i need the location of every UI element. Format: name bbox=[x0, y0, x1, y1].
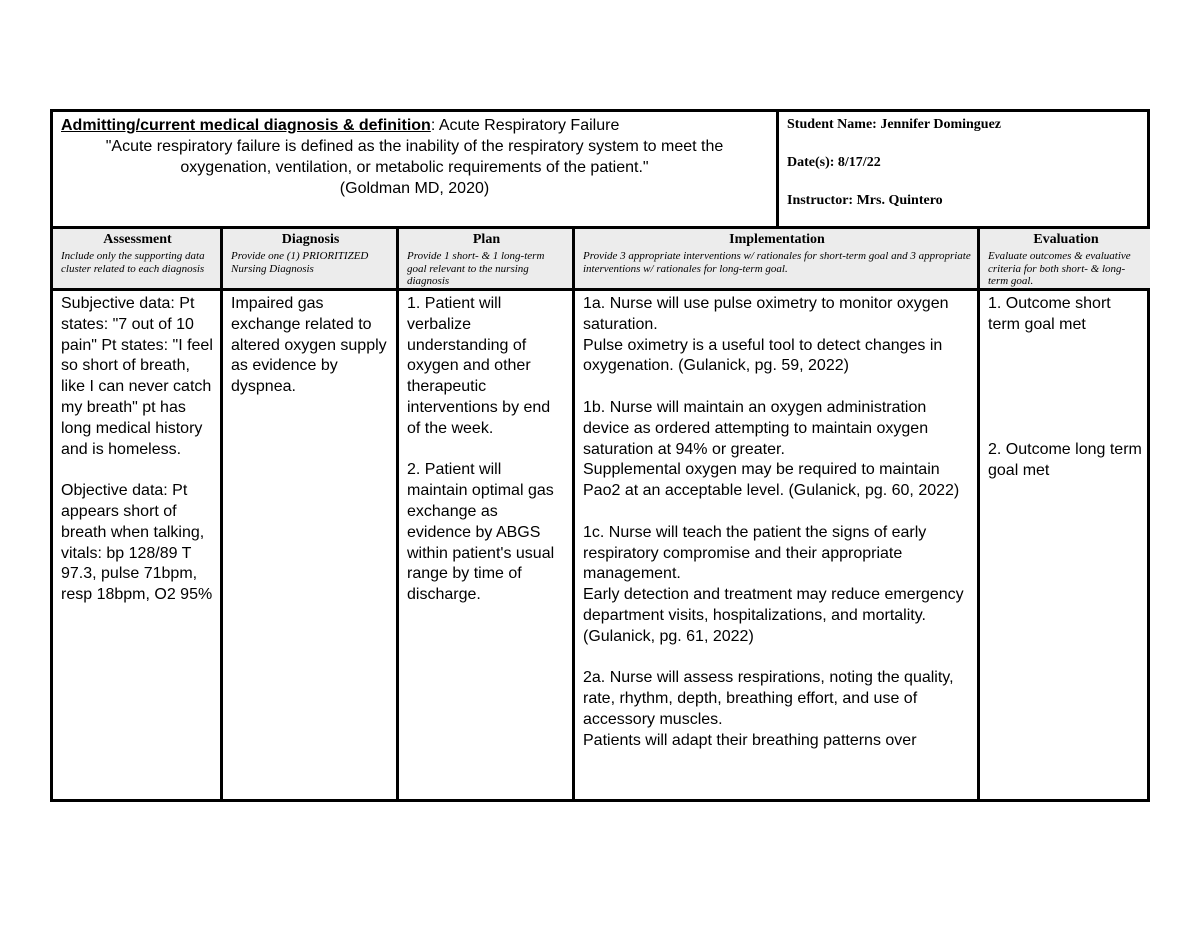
nursing-diagnosis: Impaired gas exchange related to altered oxygen supply as evidence by dyspnea. bbox=[231, 295, 387, 396]
rationale-2a: Patients will adapt their breathing patterns over bbox=[583, 731, 917, 749]
care-plan-table bbox=[50, 229, 1150, 802]
date-field: Date(s): 8/17/22 bbox=[787, 155, 881, 170]
definition-line-2: oxygenation, ventilation, or metabolic requirements of the patient." bbox=[180, 159, 649, 176]
implementation-title: Implementation bbox=[729, 232, 825, 247]
student-name: Student Name: Jennifer Dominguez bbox=[787, 117, 1002, 132]
assessment-title: Assessment bbox=[103, 232, 172, 247]
implementation-header bbox=[575, 229, 977, 291]
implementation-body bbox=[575, 291, 977, 752]
diagnosis-header-box bbox=[50, 109, 1150, 229]
diagnosis-body bbox=[223, 291, 396, 398]
evaluation-header bbox=[980, 229, 1150, 291]
implementation-instructions: Provide 3 appropriate interventions w/ rationales for short-term goal and 3 appropriate interventions w/ rationales for long-term goal. bbox=[583, 250, 971, 275]
subjective-data: Subjective data: Pt states: "7 out of 10 pain" Pt states: "I feel so short of breath, like I can never catch my breath" pt has long medical history and is homeless. bbox=[61, 295, 213, 458]
evaluation-column bbox=[980, 229, 1150, 799]
diagnosis-instructions: Provide one (1) PRIORITIZED Nursing Diagnosis bbox=[231, 250, 369, 275]
implementation-column bbox=[575, 229, 980, 799]
evaluation-instructions: Evaluate outcomes & evaluative criteria for both short- & long-term goal. bbox=[988, 250, 1131, 287]
evaluation-title: Evaluation bbox=[1033, 232, 1099, 247]
diagnosis-header bbox=[223, 229, 396, 291]
plan-body bbox=[399, 291, 572, 606]
definition-line-1: "Acute respiratory failure is defined as the inability of the respiratory system to meet the bbox=[105, 138, 724, 155]
diagnosis-column bbox=[223, 229, 399, 799]
rationale-1c: Early detection and treatment may reduce emergency department visits, hospitalizations, and mortality. (Gulanick, pg. 61, 2022) bbox=[583, 586, 964, 645]
intervention-1b: 1b. Nurse will maintain an oxygen administration device as ordered attempting to maintain oxygen saturation at 94% or greater. bbox=[583, 398, 929, 458]
short-term-goal: 1. Patient will verbalize understanding of oxygen and other therapeutic interventions by end of the week. bbox=[407, 295, 551, 437]
plan-header bbox=[399, 229, 572, 291]
evaluation-body bbox=[980, 291, 1150, 482]
objective-data: Objective data: Pt appears short of breath when talking, vitals: bp 128/89 T 97.3, pulse 71bpm, resp 18bpm, O2 95% bbox=[61, 482, 213, 604]
student-info-cell bbox=[779, 112, 1147, 226]
plan-title: Plan bbox=[472, 232, 501, 247]
plan-column bbox=[399, 229, 575, 799]
long-term-goal: 2. Patient will maintain optimal gas exchange as evidence by ABGS within patient's usual range by time of discharge. bbox=[407, 461, 555, 604]
intervention-1c: 1c. Nurse will teach the patient the signs of early respiratory compromise and their appropriate management. bbox=[583, 523, 927, 583]
short-term-evaluation: 1. Outcome short term goal met bbox=[988, 295, 1111, 333]
diagnosis-title: Admitting/current medical diagnosis & definition bbox=[61, 117, 431, 134]
plan-instructions: Provide 1 short- & 1 long-term goal relevant to the nursing diagnosis bbox=[407, 250, 545, 287]
rationale-1a: Pulse oximetry is a useful tool to detect changes in oxygenation. (Gulanick, pg. 59, 2022) bbox=[583, 336, 943, 375]
assessment-body bbox=[53, 291, 220, 606]
instructor-name: Instructor: Mrs. Quintero bbox=[787, 193, 943, 208]
assessment-column bbox=[53, 229, 223, 799]
intervention-2a: 2a. Nurse will assess respirations, noting the quality, rate, rhythm, depth, breathing effort, and use of accessory muscles. bbox=[583, 669, 954, 728]
long-term-evaluation: 2. Outcome long term goal met bbox=[988, 441, 1142, 479]
diagnosis-name: : Acute Respiratory Failure bbox=[430, 117, 620, 134]
diagnosis-col-title: Diagnosis bbox=[281, 232, 340, 247]
definition-citation: (Goldman MD, 2020) bbox=[339, 180, 490, 197]
assessment-header bbox=[53, 229, 220, 291]
assessment-instructions: Include only the supporting data cluster related to each diagnosis bbox=[61, 250, 205, 275]
rationale-1b: Supplemental oxygen may be required to maintain Pao2 at an acceptable level. (Gulanick, pg. 60, 2022) bbox=[583, 461, 960, 500]
intervention-1a: 1a. Nurse will use pulse oximetry to monitor oxygen saturation. bbox=[583, 295, 949, 333]
diagnosis-definition-cell bbox=[53, 112, 779, 226]
